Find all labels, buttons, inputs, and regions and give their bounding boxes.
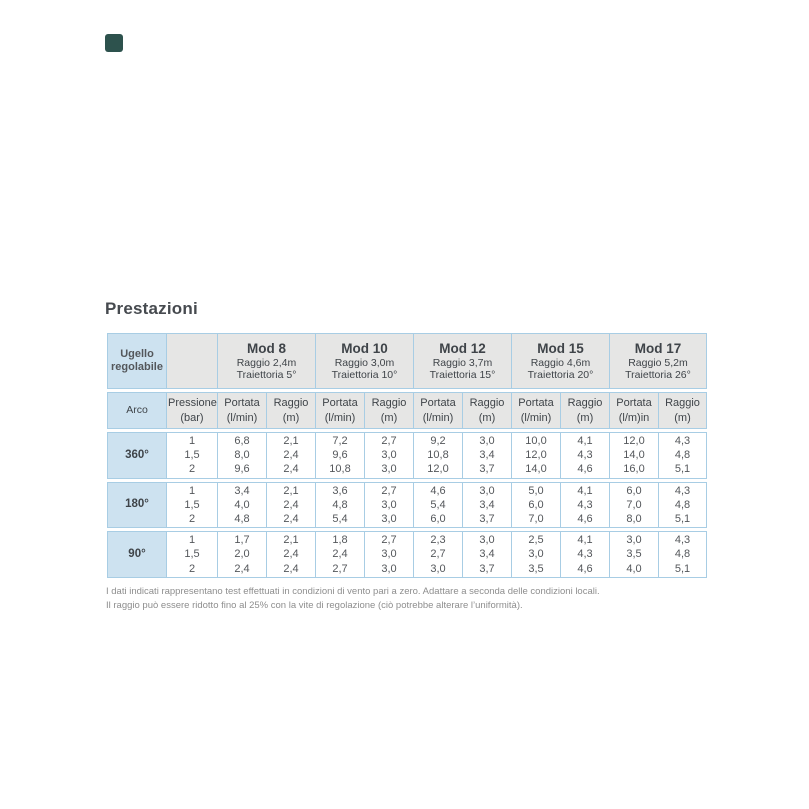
portata-cell-value: 5,4 [332, 513, 348, 526]
raggio-cell-value: 2,1 [283, 435, 299, 447]
portata-cell-value: 10,8 [329, 463, 351, 476]
portata-header-cell [315, 392, 364, 429]
portata-cell-value: 6,8 [234, 435, 250, 447]
raggio-cell-value: 3,7 [479, 562, 495, 575]
model-header-cell [217, 333, 315, 389]
raggio-cell [560, 482, 609, 529]
raggio-header-cell-value: (m) [478, 411, 496, 424]
raggio-header-cell-value: Raggio [567, 397, 603, 410]
portata-cell-value: 1,8 [332, 534, 348, 547]
raggio-cell-value: 3,0 [381, 449, 397, 462]
raggio-cell-value: 3,0 [381, 463, 397, 476]
portata-cell-value: 7,0 [626, 498, 642, 511]
portata-cell-value: 3,0 [528, 548, 544, 561]
pressure-cell-value: 2 [188, 513, 196, 526]
raggio-cell-value: 2,1 [283, 534, 299, 547]
raggio-cell-value: 4,8 [674, 498, 691, 511]
raggio-cell [364, 432, 413, 479]
raggio-cell-value: 4,3 [577, 498, 593, 511]
arc-cell [107, 482, 166, 529]
portata-cell-value: 2,5 [528, 534, 544, 547]
raggio-cell [462, 531, 511, 578]
raggio-cell [364, 531, 413, 578]
portata-header-cell-value: Portata [420, 397, 456, 410]
raggio-cell-value: 3,4 [479, 498, 495, 511]
pressure-header-cell [166, 392, 217, 429]
pressure-cell-value: 1 [188, 534, 196, 547]
raggio-cell-value: 3,4 [479, 548, 495, 561]
portata-cell-value: 12,0 [525, 449, 547, 462]
pressure-header-cell-value: (bar) [180, 411, 204, 424]
footnotes [106, 585, 726, 613]
portata-cell-value: 3,0 [430, 562, 446, 575]
portata-cell [315, 482, 364, 529]
pressure-cell-value: 2 [188, 562, 196, 575]
portata-cell-value: 2,4 [332, 548, 348, 561]
portata-cell [217, 482, 266, 529]
footnote-line: Il raggio può essere ridotto fino al 25% con la vite di regolazione (ciò potrebbe alterare l’uniformità). [106, 600, 523, 611]
model-trajectory: Traiettoria 20° [527, 369, 594, 381]
raggio-cell-value: 3,7 [479, 463, 495, 476]
raggio-header-cell-value: (m) [674, 411, 691, 424]
footnote-line: I dati indicati rappresentano test effettuati in condizioni di vento pari a zero. Adattare a seconda delle condizioni locali. [106, 586, 600, 597]
portata-cell [511, 432, 560, 479]
raggio-cell [462, 482, 511, 529]
portata-cell [217, 432, 266, 479]
portata-header-cell-value: (l/min) [520, 411, 552, 424]
portata-cell-value: 14,0 [525, 463, 547, 476]
raggio-cell [266, 531, 315, 578]
portata-cell-value: 2,7 [430, 548, 446, 561]
raggio-cell-value: 4,3 [674, 435, 691, 447]
model-header-row [107, 333, 707, 389]
portata-cell-value: 2,7 [332, 562, 348, 575]
page-title: Prestazioni [105, 299, 198, 318]
pressure-cell [166, 432, 217, 479]
model-name: Mod 10 [341, 340, 388, 356]
portata-cell-value: 9,2 [430, 435, 446, 447]
table-row [107, 531, 707, 578]
portata-cell-value: 14,0 [623, 449, 645, 462]
portata-cell-value: 2,0 [234, 548, 250, 561]
pressure-cell-value: 2 [188, 463, 196, 476]
raggio-cell-value: 2,4 [283, 562, 299, 575]
raggio-cell [560, 531, 609, 578]
pressure-cell [166, 531, 217, 578]
portata-cell-value: 7,0 [528, 513, 544, 526]
raggio-cell-value: 3,0 [381, 562, 397, 575]
portata-cell-value: 5,0 [528, 484, 544, 497]
pressure-cell-value: 1,5 [184, 548, 200, 561]
portata-header-cell-value: (l/m)in [618, 411, 650, 424]
corner-header-cell: Ugello regolabile [107, 333, 166, 389]
portata-cell-value: 3,5 [528, 562, 544, 575]
portata-header-cell-value: Portata [224, 397, 260, 410]
model-trajectory: Traiettoria 10° [331, 369, 398, 381]
raggio-cell-value: 3,7 [479, 513, 495, 526]
raggio-cell-value: 4,1 [577, 435, 593, 447]
arc-cell [107, 432, 166, 479]
portata-cell-value: 6,0 [626, 484, 642, 497]
model-name: Mod 12 [439, 340, 486, 356]
pressure-cell-value: 1,5 [184, 498, 200, 511]
performance-table-body [107, 432, 707, 578]
arc-cell [107, 531, 166, 578]
raggio-cell [658, 531, 707, 578]
raggio-cell-value: 4,6 [577, 463, 593, 476]
portata-cell-value: 3,6 [332, 484, 348, 497]
raggio-cell-value: 2,4 [283, 498, 299, 511]
raggio-cell [364, 482, 413, 529]
portata-cell-value: 8,0 [234, 449, 250, 462]
model-radius: Raggio 2,4m [236, 356, 297, 369]
raggio-cell [560, 432, 609, 479]
portata-cell-value: 4,0 [626, 562, 642, 575]
raggio-cell-value: 5,1 [674, 513, 691, 526]
portata-cell [217, 531, 266, 578]
raggio-cell-value: 4,3 [577, 548, 593, 561]
portata-cell-value: 10,0 [525, 435, 547, 447]
raggio-header-cell [266, 392, 315, 429]
portata-cell-value: 12,0 [427, 463, 449, 476]
portata-cell-value: 4,8 [234, 513, 250, 526]
portata-header-cell [609, 392, 658, 429]
raggio-cell-value: 2,4 [283, 449, 299, 462]
raggio-cell-value: 3,0 [479, 534, 495, 547]
raggio-header-cell-value: Raggio [273, 397, 309, 410]
portata-cell-value: 3,0 [626, 534, 642, 547]
portata-cell [511, 482, 560, 529]
portata-cell-value: 12,0 [623, 435, 645, 447]
portata-cell [413, 531, 462, 578]
portata-header-cell-value: (l/min) [226, 411, 258, 424]
portata-header-cell-value: Portata [616, 397, 652, 410]
model-name: Mod 8 [247, 340, 286, 356]
portata-cell [609, 531, 658, 578]
arc-label: 360° [125, 448, 149, 461]
spacer-header-cell [166, 333, 217, 389]
raggio-cell-value: 4,3 [577, 449, 593, 462]
raggio-header-cell [462, 392, 511, 429]
model-name: Mod 17 [634, 340, 682, 356]
raggio-cell-value: 2,1 [283, 484, 299, 497]
model-trajectory: Traiettoria 5° [236, 369, 297, 381]
raggio-cell [658, 482, 707, 529]
raggio-cell-value: 3,4 [479, 449, 495, 462]
raggio-cell [658, 432, 707, 479]
model-header-cell [315, 333, 413, 389]
portata-cell-value: 4,6 [430, 484, 446, 497]
raggio-cell-value: 2,7 [381, 484, 397, 497]
raggio-cell [462, 432, 511, 479]
portata-cell [315, 531, 364, 578]
raggio-header-cell-value: (m) [282, 411, 300, 424]
column-header-row [107, 392, 707, 429]
model-header-cell [609, 333, 707, 389]
portata-cell-value: 4,8 [332, 498, 348, 511]
raggio-header-cell [658, 392, 707, 429]
performance-table-head [107, 333, 707, 429]
raggio-cell-value: 3,0 [381, 548, 397, 561]
raggio-cell-value: 5,1 [674, 463, 691, 476]
raggio-cell-value: 3,0 [381, 498, 397, 511]
model-radius: Raggio 4,6m [530, 356, 591, 369]
pressure-cell-value: 1,5 [184, 449, 200, 462]
portata-header-cell [413, 392, 462, 429]
portata-cell [413, 432, 462, 479]
portata-header-cell [511, 392, 560, 429]
portata-cell-value: 7,2 [332, 435, 348, 447]
portata-cell-value: 4,0 [234, 498, 250, 511]
raggio-header-cell-value: Raggio [665, 397, 700, 410]
portata-header-cell-value: Portata [518, 397, 554, 410]
model-radius: Raggio 3,0m [334, 356, 395, 369]
portata-header-cell-value: (l/min) [422, 411, 454, 424]
model-header-cell [511, 333, 609, 389]
raggio-cell-value: 4,6 [577, 562, 593, 575]
raggio-cell-value: 4,1 [577, 484, 593, 497]
portata-cell [511, 531, 560, 578]
portata-header-cell-value: (l/min) [324, 411, 356, 424]
table-row [107, 432, 707, 479]
model-radius: Raggio 5,2m [628, 356, 688, 369]
raggio-header-cell-value: (m) [380, 411, 398, 424]
raggio-cell [266, 482, 315, 529]
raggio-cell-value: 2,4 [283, 463, 299, 476]
raggio-cell-value: 3,0 [479, 484, 495, 497]
raggio-cell-value: 3,0 [381, 513, 397, 526]
raggio-header-cell [560, 392, 609, 429]
raggio-cell [266, 432, 315, 479]
portata-cell [609, 482, 658, 529]
portata-header-cell-value: Portata [322, 397, 358, 410]
raggio-cell-value: 4,3 [674, 484, 691, 497]
pressure-cell-value: 1 [188, 435, 196, 447]
model-name: Mod 15 [537, 340, 584, 356]
raggio-cell-value: 2,4 [283, 548, 299, 561]
raggio-header-cell-value: (m) [576, 411, 594, 424]
pressure-header-cell-value: Pressione [168, 397, 217, 410]
portata-cell-value: 2,3 [430, 534, 446, 547]
raggio-cell-value: 2,7 [381, 435, 397, 447]
pressure-cell-value: 1 [188, 484, 196, 497]
portata-cell [315, 432, 364, 479]
arc-label: 180° [125, 498, 149, 511]
model-trajectory: Traiettoria 15° [429, 369, 496, 381]
raggio-cell-value: 2,7 [381, 534, 397, 547]
arc-label: 90° [128, 547, 146, 560]
portata-cell-value: 3,5 [626, 548, 642, 561]
portata-header-cell [217, 392, 266, 429]
portata-cell [413, 482, 462, 529]
arc-header-cell: Arco [107, 392, 166, 429]
portata-cell-value: 16,0 [623, 463, 645, 476]
pressure-cell [166, 482, 217, 529]
model-trajectory: Traiettoria 26° [625, 369, 691, 381]
raggio-cell-value: 4,8 [674, 548, 691, 561]
raggio-header-cell-value: Raggio [371, 397, 407, 410]
portata-cell-value: 5,4 [430, 498, 446, 511]
portata-cell-value: 2,4 [234, 562, 250, 575]
raggio-header-cell [364, 392, 413, 429]
portata-cell-value: 8,0 [626, 513, 642, 526]
portata-cell-value: 6,0 [528, 498, 544, 511]
raggio-cell-value: 4,6 [577, 513, 593, 526]
raggio-cell-value: 3,0 [479, 435, 495, 447]
raggio-cell-value: 4,8 [674, 449, 691, 462]
raggio-cell-value: 5,1 [674, 562, 691, 575]
portata-cell-value: 6,0 [430, 513, 446, 526]
portata-cell-value: 9,6 [234, 463, 250, 476]
model-radius: Raggio 3,7m [432, 356, 493, 369]
portata-cell-value: 10,8 [427, 449, 449, 462]
portata-cell [609, 432, 658, 479]
raggio-cell-value: 4,3 [674, 534, 691, 547]
raggio-header-cell-value: Raggio [469, 397, 505, 410]
portata-cell-value: 3,4 [234, 484, 250, 497]
raggio-cell-value: 4,1 [577, 534, 593, 547]
page-marker [105, 34, 123, 52]
portata-cell-value: 1,7 [234, 534, 250, 547]
table-row [107, 482, 707, 529]
raggio-cell-value: 2,4 [283, 513, 299, 526]
portata-cell-value: 9,6 [332, 449, 348, 462]
performance-table [107, 330, 707, 581]
model-header-cell [413, 333, 511, 389]
